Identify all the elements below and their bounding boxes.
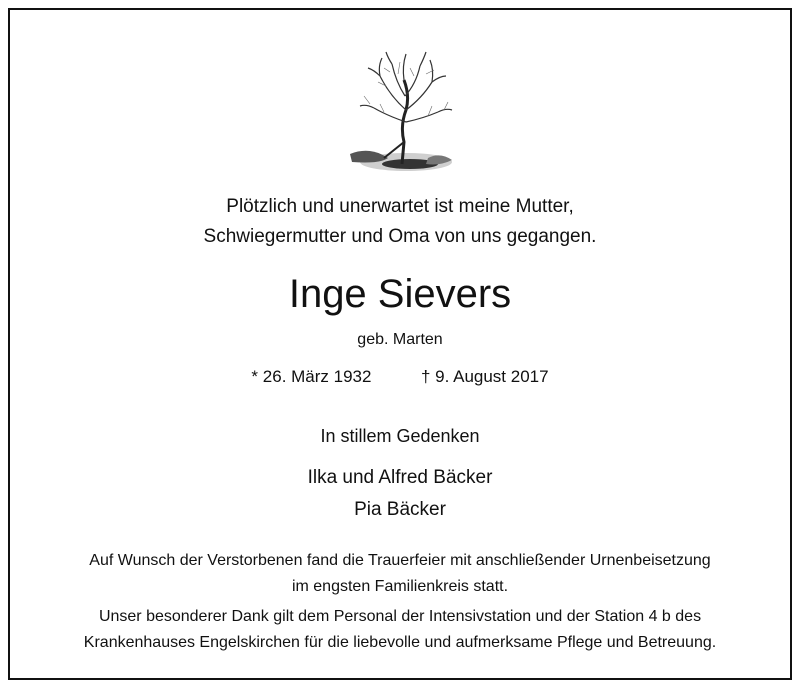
death-symbol: †	[420, 367, 431, 386]
thanks-note	[10, 604, 790, 656]
thanks-line: Krankenhauses Engelskirchen für die liebevolle und aufmerksame Pflege und Betreuung.	[83, 634, 717, 651]
thanks-line: Unser besonderer Dank gilt dem Personal der Intensivstation und der Station 4 b des	[98, 608, 702, 625]
funeral-line: im engsten Familienkreis statt.	[291, 578, 509, 595]
tree-icon	[340, 46, 460, 178]
life-dates	[10, 364, 790, 390]
birth-symbol: *	[251, 367, 259, 386]
funeral-line: Auf Wunsch der Verstorbenen fand die Trauerfeier mit anschließender Urnenbeisetzung	[89, 552, 711, 569]
funeral-note	[10, 548, 790, 600]
intro-line: Schwiegermutter und Oma von uns gegangen.	[203, 226, 597, 247]
mourners-list	[10, 462, 790, 526]
birth-name: geb. Marten	[357, 331, 443, 348]
mourner-line: Pia Bäcker	[354, 499, 446, 520]
deceased-name: Inge Sievers	[288, 272, 512, 316]
obituary-notice	[8, 8, 792, 680]
birth-date: 26. März 1932	[262, 367, 372, 386]
intro-line: Plötzlich und unerwartet ist meine Mutter,	[226, 196, 574, 217]
memorial-phrase: In stillem Gedenken	[320, 426, 480, 446]
mourner-line: Ilka und Alfred Bäcker	[307, 467, 493, 488]
death-date: 9. August 2017	[435, 367, 549, 386]
intro-text	[10, 192, 790, 252]
